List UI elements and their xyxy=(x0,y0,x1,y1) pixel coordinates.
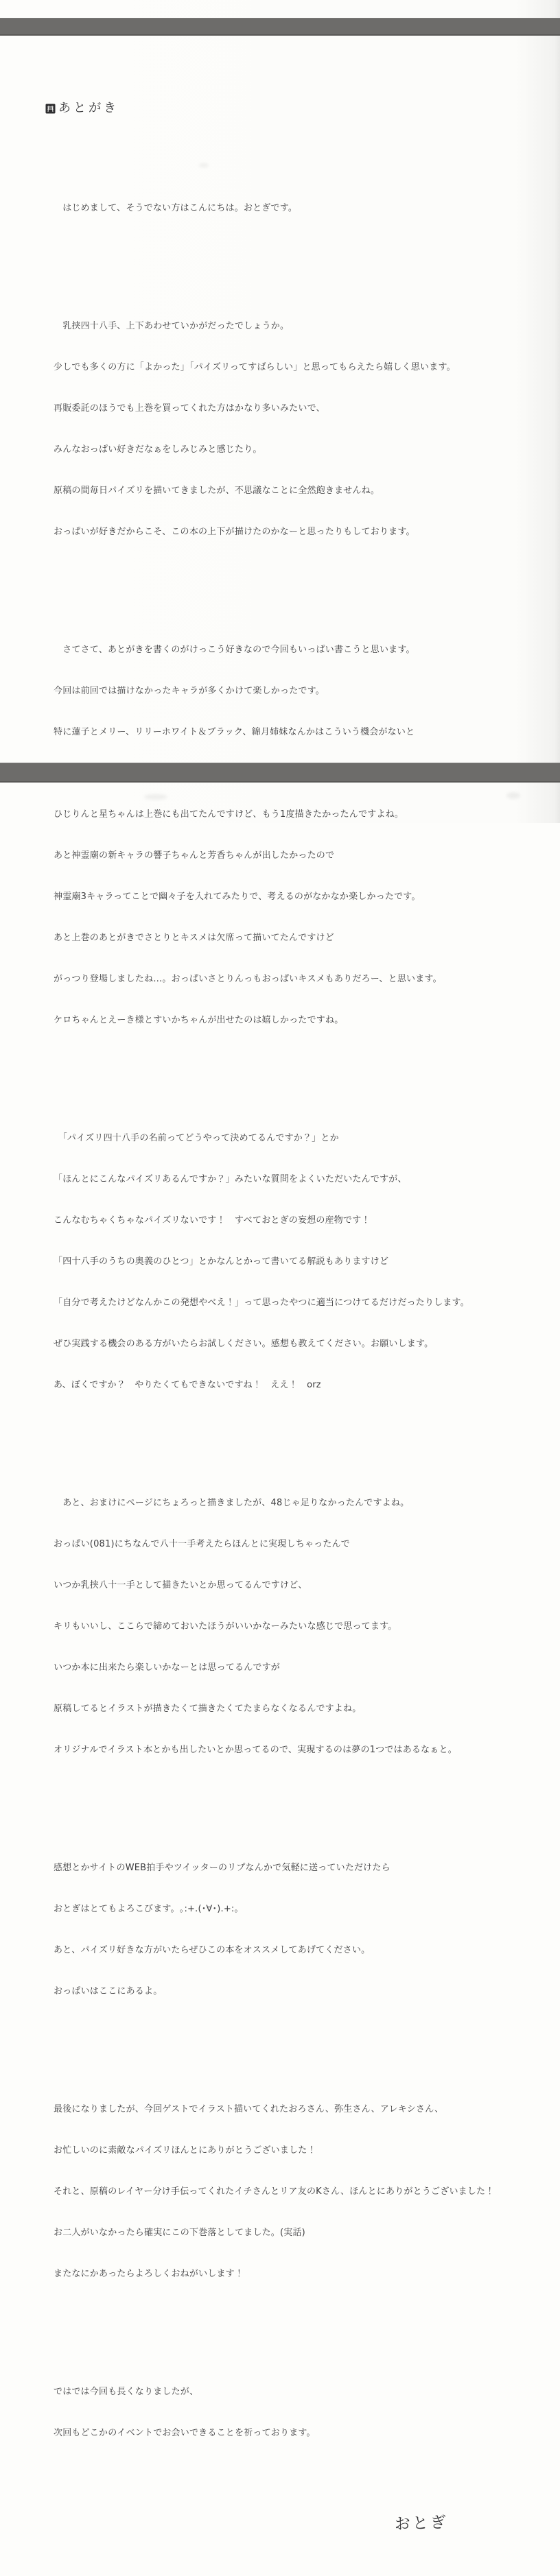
paragraph-thanks-for-reading xyxy=(54,292,534,567)
handwritten-line: 最後になりましたが、今回ゲストでイラスト描いてくれたおろさん、弥生さん、アレキシさん、 xyxy=(54,2104,444,2114)
handwritten-line: さてさて、あとがきを書くのがけっこう好きなので今回もいっぱい書こうと思います。 xyxy=(54,645,415,655)
handwritten-line: 少しでも多くの方に「よかった」「パイズリってすばらしい」と思ってもらえたら嬉しく思います。 xyxy=(54,362,456,372)
handwritten-line: おとぎはとてもよろこびます。｡:+.(･∀･).+:｡ xyxy=(54,1904,240,1914)
handwritten-line: キリもいいし、ここらで締めておいたほうがいいかなーみたいな感じで思ってます。 xyxy=(54,1621,397,1632)
handwritten-line: はじめまして、そうでない方はこんにちは。おとぎです。 xyxy=(54,203,298,213)
handwritten-line: 原稿の間毎日パイズリを描いてきましたが、不思議なことに全然飽きませんね。 xyxy=(54,486,380,496)
author-signature: おとぎ xyxy=(394,2514,449,2533)
handwritten-line: あと、パイズリ好きな方がいたらぜひこの本をオススメしてあげてください。 xyxy=(54,1945,371,1955)
paragraph-feedback xyxy=(54,1834,534,2026)
handwritten-line: 今回は前回では描けなかったキャラが多くかけて楽しかったです。 xyxy=(54,686,325,696)
scan-smudge xyxy=(506,792,520,799)
stamp-icon xyxy=(45,104,56,114)
handwritten-line: あと上巻のあとがきでさとりとキスメは欠席って描いてたんですけど xyxy=(54,933,334,943)
handwritten-line: 乳挟四十八手、上下あわせていかがだったでしょうか。 xyxy=(54,321,290,331)
handwritten-line: こんなむちゃくちゃなパイズリないです！ すべておとぎの妄想の産物です！ xyxy=(54,1215,371,1226)
handwritten-line: お忙しいのに素敵なパイズリほんとにありがとうございました！ xyxy=(54,2145,316,2156)
handwritten-line: 再販委託のほうでも上巻を買ってくれた方はかなり多いみたいで、 xyxy=(54,403,325,414)
paragraph-questions xyxy=(54,1104,534,1420)
handwritten-line: いつか本に出来たら楽しいかなーとは思ってるんですが xyxy=(54,1662,281,1673)
handwritten-line: 「四十八手のうちの奥義のひとつ」とかなんとかって書いてる解説もありますけど xyxy=(54,1256,389,1267)
paragraph-omake xyxy=(54,1469,534,1785)
afterword-heading-text: あとがき xyxy=(58,101,119,115)
handwritten-line: あと神霊廟の新キャラの響子ちゃんと芳香ちゃんが出したかったので xyxy=(54,850,335,861)
handwritten-line: ではでは今回も長くなりましたが、 xyxy=(54,2387,199,2397)
handwritten-line: 神霊廟3キャラってことで幽々子を入れてみたりで、考えるのがなかなか楽しかったです。 xyxy=(54,892,421,902)
handwritten-line: ひじりんと星ちゃんは上巻にも出てたんですけど、もう1度描きたかったんですよね。 xyxy=(54,809,404,820)
afterword-content xyxy=(54,59,534,2576)
handwritten-line: 次回もどこかのイベントでお会いできることを祈っております。 xyxy=(54,2428,316,2438)
handwritten-line: おっぱいが好きだからこそ、この本の上下が描けたのかなーと思ったりもしております。 xyxy=(54,527,415,537)
handwritten-line: いつか乳挟八十一手として描きたいとか思ってるんですけど、 xyxy=(54,1580,307,1590)
paragraph-credits xyxy=(54,2075,534,2309)
handwritten-line: ケロちゃんとえーき様とすいかちゃんが出せたのは嬉しかったですね。 xyxy=(54,1015,344,1025)
handwritten-line: オリジナルでイラスト本とかも出したいとか思ってるので、実現するのは夢の1つではあるなぁと。 xyxy=(54,1745,457,1755)
handwritten-line: みんなおっぱい好きだなぁをしみじみと感じたり。 xyxy=(54,444,262,455)
top-border-band xyxy=(0,18,560,36)
handwritten-line: 「ほんとにこんなパイズリあるんですか？」みたいな質問をよくいただいたんですが、 xyxy=(54,1174,407,1184)
scan-smudge xyxy=(199,163,209,167)
bottom-border-band xyxy=(0,763,560,783)
handwritten-line: またなにかあったらよろしくおねがいします！ xyxy=(54,2269,244,2279)
handwritten-line: あと、おまけにページにちょろっと描きましたが、48じゃ足りなかったんですよね。 xyxy=(54,1498,410,1508)
handwritten-line: ぜひ実践する機会のある方がいたらお試しください。感想も教えてください。お願いします。 xyxy=(54,1339,434,1349)
scan-smudge xyxy=(144,794,167,800)
paragraph-farewell xyxy=(54,2358,534,2468)
handwritten-line: 特に蓮子とメリー、リリーホワイト＆ブラック、綿月姉妹なんかはこういう機会がないと xyxy=(54,727,415,737)
handwritten-line: それと、原稿のレイヤー分け手伝ってくれたイチさんとリア友のKさん、ほんとにありがとうございました！ xyxy=(54,2186,495,2197)
handwritten-line: おっぱいはここにあるよ。 xyxy=(54,1986,163,1996)
handwritten-line: 原稿してるとイラストが描きたくて描きたくてたまらなくなるんですよね。 xyxy=(54,1704,362,1714)
afterword-heading xyxy=(45,100,534,117)
paragraph-characters xyxy=(54,616,534,1055)
handwritten-line: あ、ぼくですか？ やりたくてもできないですね！ ええ！ orz xyxy=(54,1380,321,1390)
handwritten-line: 「パイズリ四十八手の名前ってどうやって決めてるんですか？」とか xyxy=(54,1133,339,1143)
handwritten-line: 「自分で考えたけどなんかこの発想やべえ！」って思ったやつに適当につけてるだけだったりします。 xyxy=(54,1298,469,1308)
paragraph-greeting xyxy=(54,174,534,243)
handwritten-line: お二人がいなかったら確実にこの下巻落としてました。(実話) xyxy=(54,2228,305,2238)
handwritten-line: おっぱい(081)にちなんで八十一手考えたらほんとに実現しちゃったんで xyxy=(54,1539,350,1549)
handwritten-line: がっつり登場しましたね…。おっぱいさとりんっもおっぱいキスメもありだろー、と思います。 xyxy=(54,974,442,984)
handwritten-line: 感想とかサイトのWEB拍手やツイッターのリプなんかで気軽に送っていただけたら xyxy=(54,1863,390,1873)
